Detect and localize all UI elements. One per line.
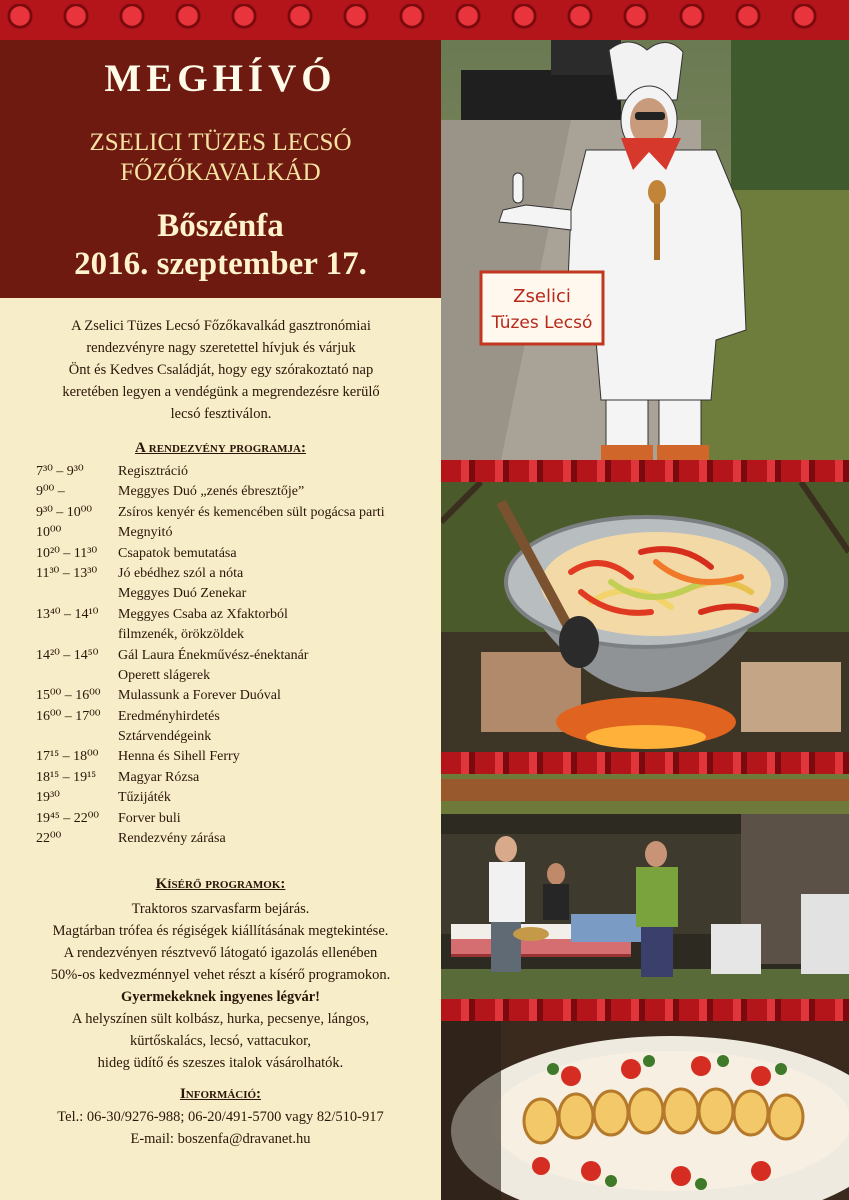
flower-ornament	[620, 4, 652, 34]
intro-line: keretében legyen a vendégünk a megrendezésre kerülő	[62, 384, 380, 400]
info-email: E-mail: boszenfa@dravanet.hu	[130, 1131, 311, 1147]
program-row	[36, 564, 436, 584]
program-event: Csapatok bemutatása	[118, 545, 237, 561]
flower-ornament	[564, 4, 596, 34]
program-time: 10²⁰ – 11³⁰	[36, 545, 98, 561]
photo-column	[441, 40, 849, 1200]
program-time: 19³⁰	[36, 790, 60, 806]
program-row	[36, 686, 436, 706]
side-program-line: A helyszínen sült kolbász, hurka, pecsenye, lángos,	[71, 1011, 370, 1027]
program-list	[36, 462, 436, 849]
side-programs-text	[12, 898, 429, 1074]
program-time: 14²⁰ – 14⁵⁰	[36, 647, 99, 663]
program-time: 19⁴⁵ – 22⁰⁰	[36, 810, 99, 826]
invitation-header	[0, 40, 441, 298]
program-row	[36, 605, 436, 625]
cooking-tent-photo	[441, 774, 849, 999]
intro-line: A Zselici Tüzes Lecsó Főzőkavalkád gasztronómiai	[71, 318, 371, 334]
side-program-line: A rendezvényen résztvevő látogató igazolás ellenében	[63, 945, 378, 961]
intro-line: lecsó fesztiválon.	[170, 406, 272, 422]
sign-text: Zselici	[513, 286, 571, 307]
program-time: 16⁰⁰ – 17⁰⁰	[36, 708, 101, 724]
program-event: Meggyes Duó „zenés ébresztője”	[118, 484, 305, 500]
program-event: Gál Laura Énekművész-énektanár	[118, 647, 309, 663]
flower-ornament	[116, 4, 148, 34]
flower-ornament	[60, 4, 92, 34]
program-row	[36, 809, 436, 829]
event-name-line: ZSELICI TÜZES LECSÓ	[89, 129, 352, 156]
program-event: Sztárvendégeink	[118, 729, 212, 745]
flower-ornament	[508, 4, 540, 34]
side-program-line: hideg üdítő és szeszes italok vásárolhatók.	[97, 1055, 344, 1071]
sign-text: Tüzes Lecsó	[491, 313, 593, 333]
program-time: 9³⁰ – 10⁰⁰	[36, 504, 93, 520]
food-platter-photo	[441, 1021, 849, 1200]
flower-ornament	[284, 4, 316, 34]
side-program-line: 50%-os kedvezménnyel vehet részt a kísérő programokon.	[50, 967, 391, 983]
program-event: Meggyes Csaba az Xfaktorból	[118, 606, 288, 622]
side-programs-heading: Kísérő programok:	[155, 876, 286, 892]
program-event: Magyar Rózsa	[118, 769, 200, 785]
program-event: Forver buli	[118, 810, 181, 826]
program-time: 13⁴⁰ – 14¹⁰	[36, 606, 99, 622]
program-row	[36, 462, 436, 482]
lecso-pot-photo	[441, 482, 849, 752]
program-time: 10⁰⁰	[36, 525, 62, 541]
side-program-line: Traktoros szarvasfarm bejárás.	[131, 901, 310, 917]
program-event: Meggyes Duó Zenekar	[118, 586, 247, 602]
side-program-highlight: Gyermekeknek ingyenes légvár!	[121, 989, 320, 1005]
event-date: 2016. szeptember 17.	[74, 246, 367, 282]
program-row	[36, 625, 436, 645]
program-time: 15⁰⁰ – 16⁰⁰	[36, 688, 101, 704]
program-row	[36, 584, 436, 604]
flower-ornament	[396, 4, 428, 34]
flower-ornament	[340, 4, 372, 34]
ornament-band	[441, 752, 849, 774]
program-row	[36, 768, 436, 788]
program-time: 22⁰⁰	[36, 831, 62, 847]
program-row	[36, 666, 436, 686]
program-row	[36, 788, 436, 808]
program-time: 9⁰⁰ –	[36, 484, 65, 500]
flower-ornament	[676, 4, 708, 34]
info-phone: Tel.: 06-30/9276-988; 06-20/491-5700 vagy 82/510-917	[57, 1109, 384, 1125]
cooking-tent-illustration	[441, 774, 849, 999]
program-event: Mulassunk a Forever Duóval	[118, 688, 281, 704]
program-row	[36, 829, 436, 849]
event-name-line: FŐZŐKAVALKÁD	[120, 159, 321, 186]
program-row	[36, 482, 436, 502]
flower-ornament	[788, 4, 820, 34]
program-row	[36, 707, 436, 727]
top-ornament-band	[0, 0, 849, 40]
event-place: Bőszénfa	[157, 208, 284, 244]
invitation-title: MEGHÍVÓ	[104, 57, 337, 100]
side-program-line: Magtárban trófea és régiségek kiállításának megtekintése.	[52, 923, 389, 939]
program-event: filmzenék, örökzöldek	[118, 627, 244, 643]
event-name	[0, 128, 441, 188]
flower-ornament	[4, 4, 36, 34]
program-row	[36, 523, 436, 543]
info-heading: Információ:	[179, 1086, 262, 1102]
program-event: Zsíros kenyér és kemencében sült pogácsa parti	[118, 504, 385, 520]
food-platter-illustration	[441, 1021, 849, 1200]
program-time: 11³⁰ – 13³⁰	[36, 565, 98, 581]
program-event: Rendezvény zárása	[118, 831, 226, 847]
intro-paragraph	[40, 315, 402, 425]
program-event: Henna és Sihell Ferry	[118, 749, 240, 765]
flower-ornament	[732, 4, 764, 34]
ornament-band	[441, 460, 849, 482]
program-row	[36, 646, 436, 666]
intro-line: rendezvényre nagy szeretettel hívjuk és várjuk	[86, 340, 356, 356]
program-event: Tűzijáték	[118, 790, 171, 806]
chef-cutout-illustration	[441, 40, 849, 460]
program-event: Jó ebédhez szól a nóta	[118, 565, 244, 581]
program-event: Megnyitó	[118, 525, 173, 541]
intro-line: Önt és Kedves Családját, hogy egy szórakoztató nap	[68, 362, 374, 378]
program-row	[36, 747, 436, 767]
program-event: Eredményhirdetés	[118, 708, 220, 724]
ornament-band	[441, 999, 849, 1021]
flower-ornament	[452, 4, 484, 34]
flower-ornament	[172, 4, 204, 34]
program-time: 17¹⁵ – 18⁰⁰	[36, 749, 99, 765]
chef-cutout-photo	[441, 40, 849, 460]
program-time: 7³⁰ – 9³⁰	[36, 464, 84, 479]
program-event: Regisztráció	[118, 464, 188, 479]
program-event: Operett slágerek	[118, 667, 211, 683]
side-program-line: kürtőskalács, lecsó, vattacukor,	[129, 1033, 311, 1049]
program-row	[36, 544, 436, 564]
invitation-text-column	[0, 40, 441, 1200]
program-row	[36, 727, 436, 747]
program-row	[36, 503, 436, 523]
program-time: 18¹⁵ – 19¹⁵	[36, 769, 97, 785]
flower-ornament	[228, 4, 260, 34]
lecso-pot-illustration	[441, 482, 849, 752]
program-heading: A rendezvény programja:	[135, 440, 306, 456]
